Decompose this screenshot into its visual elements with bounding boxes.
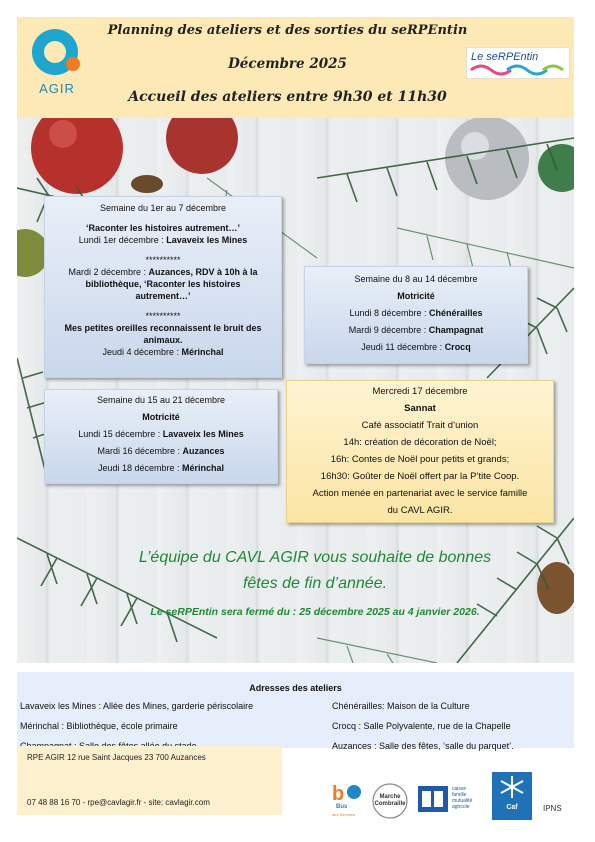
week2-row-date: Lundi 8 décembre : (349, 308, 430, 318)
event-line: 16h: Contes de Noël pour petits et grands; (330, 454, 510, 465)
week3-card (44, 389, 278, 484)
caf-logo-text: Caf (506, 804, 518, 811)
week2-card (304, 266, 528, 364)
week3-row-date: Lundi 15 décembre : (78, 429, 163, 439)
week1-item2 (45, 266, 281, 278)
address-item: Lavaveix les Mines : Allée des Mines, garderie périscolaire (20, 701, 254, 711)
week2-heading: Semaine du 8 au 14 décembre (354, 274, 478, 284)
agir-logo (22, 25, 92, 109)
red-bauble-icon (31, 118, 123, 194)
week3-row (45, 460, 277, 477)
season-greeting: L’équipe du CAVL AGIR vous souhaite de bonnes (138, 549, 492, 566)
week3-row-date: Jeudi 18 décembre : (97, 463, 183, 473)
week2-theme: Motricité (397, 291, 435, 301)
pine-cone-icon (131, 175, 163, 193)
week1-item2-place: Auzances, RDV à 10h à la (148, 267, 258, 277)
bus-logo-text: Bus (336, 804, 348, 810)
week3-theme: Motricité (142, 412, 180, 422)
address-item: Chénérailles: Maison de la Culture (332, 701, 470, 711)
week2-row-date: Mardi 9 décembre : (348, 325, 429, 335)
week1-item1-date: Lundi 1er décembre : (78, 235, 167, 245)
season-greeting-line2: fêtes de fin d’année. (242, 575, 388, 592)
red-bauble-icon-2 (166, 118, 238, 174)
week2-row-place: Champagnat (428, 325, 484, 335)
event-line: Café associatif Trait d’union (361, 420, 479, 431)
week2-row (305, 322, 527, 339)
address-item: Mérinchal : Bibliothèque, école primaire (20, 721, 178, 731)
week3-row-place: Mérinchal (182, 463, 225, 473)
msa-line: caisse (452, 786, 467, 792)
event-line: du CAVL AGIR. (387, 505, 453, 516)
ipns-mention: IPNS (543, 804, 562, 813)
address-item: Auzances : Salle des fêtes, ‘salle du parquet’. (332, 741, 514, 751)
bus-logo-subtext: des Services (332, 812, 355, 817)
week2-row-date: Jeudi 11 décembre : (361, 342, 445, 352)
week1-item3-title: Mes petites oreilles reconnaissent le bruit des (64, 323, 262, 333)
event-place: Sannat (404, 403, 436, 414)
week3-heading: Semaine du 15 au 21 décembre (96, 395, 226, 405)
week2-row-place: Chénérailles (429, 308, 483, 318)
event-line: 16h30: Goûter de Noël offert par la P’tite Coop. (320, 471, 520, 482)
week1-separator: ********** (145, 255, 181, 265)
week1-card (44, 196, 282, 378)
msa-logo-text (452, 786, 472, 810)
week3-row-place: Lavaveix les Mines (162, 429, 244, 439)
week1-item1 (45, 234, 281, 246)
svg-text:b: b (332, 783, 345, 805)
event-date: Mercredi 17 décembre (372, 386, 468, 397)
snowflake-icon (492, 772, 532, 802)
week1-item2-date: Mardi 2 décembre : (68, 267, 149, 277)
page-title: Planning des ateliers et des sorties du seRPEntin (107, 23, 468, 38)
event-line: Action menée en partenariat avec le service famille (312, 488, 528, 499)
week3-row-date: Mardi 16 décembre : (97, 446, 183, 456)
caf-creuse-logo (492, 772, 532, 820)
week3-row (45, 426, 277, 443)
page-hours: Accueil des ateliers entre 9h30 et 11h30 (128, 89, 447, 105)
caf-msa-icon (418, 786, 448, 812)
marche-combraille-logo (370, 782, 410, 820)
address-item: Crocq : Salle Polyvalente, rue de la Chapelle (332, 721, 511, 731)
contact-details: 07 48 88 16 70 - rpe@cavlagir.fr - site: cavlagir.com (27, 798, 210, 807)
week1-item3 (45, 346, 281, 358)
contact-box (17, 746, 282, 815)
week2-row (305, 305, 527, 322)
week1-item1-title: ‘Raconter les histoires autrement…’ (85, 223, 241, 233)
bus-des-services-logo (330, 780, 364, 820)
week1-heading: Semaine du 1er au 7 décembre (99, 203, 227, 213)
event-line: 14h: création de décoration de Noël; (343, 437, 497, 448)
page-month: Décembre 2025 (228, 56, 347, 72)
serpentin-logo-text: Le seRPEntin (471, 51, 539, 63)
week1-item2-place-line3: autrement…’ (135, 291, 191, 301)
addresses-title: Adresses des ateliers (249, 683, 342, 693)
agir-logo-dot-icon (66, 57, 80, 71)
msa-line: mutualité (452, 798, 473, 804)
msa-line: famille (452, 792, 467, 798)
event-card (286, 380, 554, 523)
week2-row-place: Crocq (444, 342, 471, 352)
week1-item3-date: Jeudi 4 décembre : (102, 347, 182, 357)
week1-item3-place: Mérinchal (181, 347, 224, 357)
msa-line: agricole (452, 804, 470, 810)
contact-address: RPE AGIR 12 rue Saint Jacques 23 700 Auzances (27, 753, 206, 762)
caf-msa-logo (418, 786, 448, 812)
silver-bauble-icon (445, 118, 529, 200)
week1-item3-title-line2: animaux. (143, 335, 183, 345)
agir-logo-text: AGIR (39, 81, 75, 96)
week3-row-place: Auzances (182, 446, 225, 456)
addresses-right-column (332, 701, 514, 761)
week2-row (305, 339, 527, 356)
week3-row (45, 443, 277, 460)
serpentin-logo (466, 47, 570, 79)
bus-logo-icon (330, 780, 364, 806)
week1-item1-place: Lavaveix les Mines (166, 235, 248, 245)
week1-separator-2: ********** (145, 311, 181, 321)
closure-notice: Le seRPEntin sera fermé du : 25 décembre 2025 au 4 janvier 2026. (150, 606, 480, 618)
week1-item2-place-line2: bibliothèque, ‘Raconter les histoires (85, 279, 241, 289)
serpentin-wave-icon (467, 62, 569, 78)
marche-combraille-text: Marche Combraille (374, 794, 406, 807)
